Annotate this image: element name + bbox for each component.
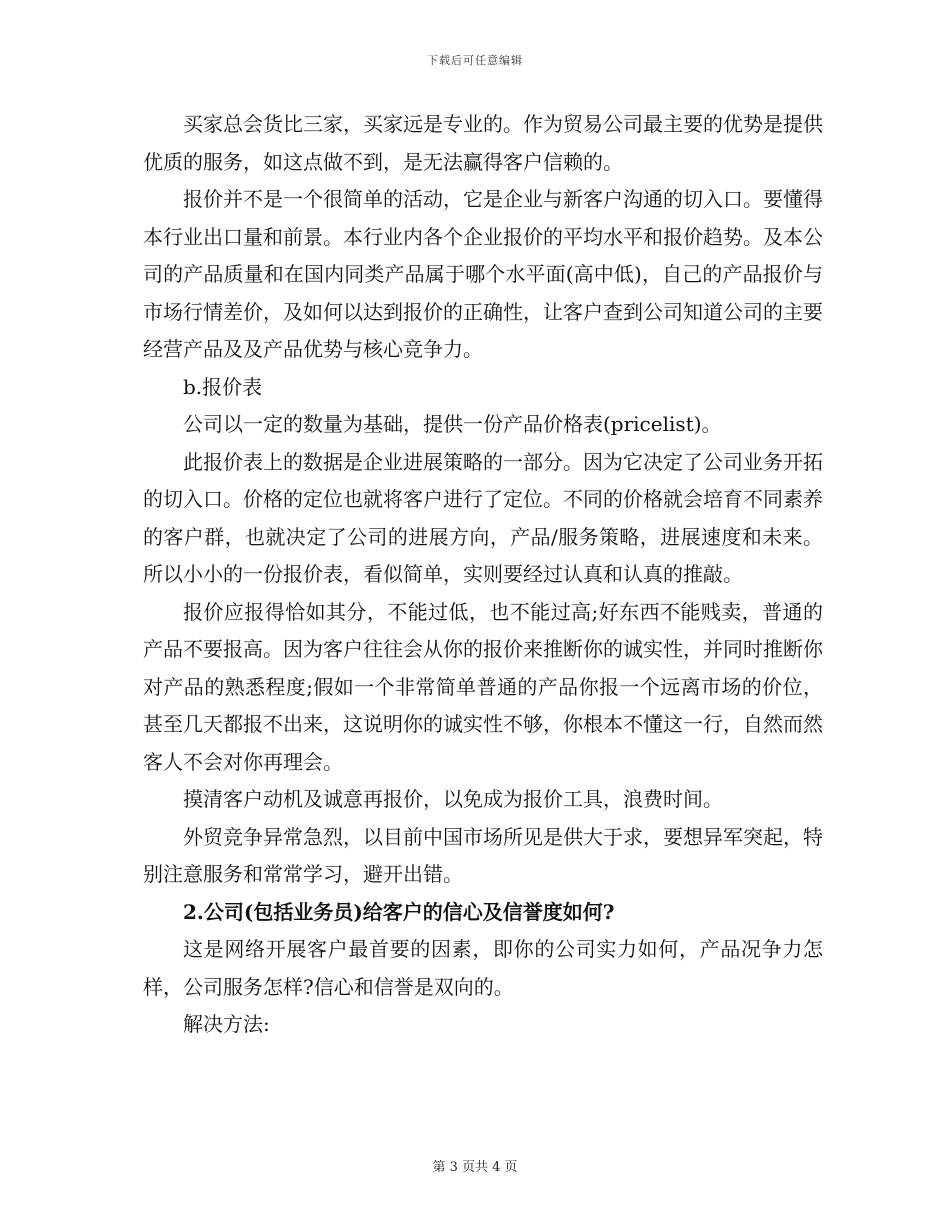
paragraph: 这是网络开展客户最首要的因素，即你的公司实力如何，产品况争力怎样，公司服务怎样?信心和信誉是双向的。	[143, 937, 823, 999]
subheading: b.报价表	[183, 374, 263, 399]
paragraph: 报价应报得恰如其分，不能过低，也不能过高;好东西不能贱卖，普通的产品不要报高。因为客户往往会从你的报价来推断你的诚实性，并同时推断你对产品的熟悉程度;假如一个非常简单普通的产品你报一个远离市场的价位，甚至几天都报不出来，这说明你的诚实性不够，你根本不懂这一行，自然而然客人不会对你再理会。	[143, 599, 823, 774]
paragraph: 报价并不是一个很简单的活动，它是企业与新客户沟通的切入口。要懂得本行业出口量和前景。本行业内各个企业报价的平均水平和报价趋势。及本公司的产品质量和在国内同类产品属于哪个水平面(高中低)，自己的产品报价与市场行情差价，及如何以达到报价的正确性，让客户查到公司知道公司的主要经营产品及及产品优势与核心竞争力。	[143, 187, 823, 361]
page-header: 下载后可任意编辑	[427, 54, 523, 67]
page-number: 第 3 页共 4 页	[432, 1160, 518, 1175]
paragraph: 公司以一定的数量为基础，提供一份产品价格表(pricelist)。	[183, 412, 722, 436]
paragraph: 外贸竞争异常急烈，以目前中国市场所见是供大于求，要想异军突起，特别注意服务和常常学习，避开出错。	[143, 824, 823, 886]
paragraph: 摸清客户动机及诚意再报价，以免成为报价工具，浪费时间。	[183, 787, 723, 811]
paragraph: 解决方法:	[183, 1012, 270, 1036]
document-body	[143, 106, 823, 1044]
paragraph: 此报价表上的数据是企业进展策略的一部分。因为它决定了公司业务开拓的切入口。价格的定位也就将客户进行了定位。不同的价格就会培育不同素养的客户群，也就决定了公司的进展方向，产品/服务策略，进展速度和未来。所以小小的一份报价表，看似简单，实则要经过认真和认真的推敲。	[143, 449, 823, 586]
section-heading: 2.公司(包括业务员)给客户的信心及信誉度如何?	[183, 899, 615, 924]
paragraph: 买家总会货比三家，买家远是专业的。作为贸易公司最主要的优势是提供优质的服务，如这点做不到，是无法赢得客户信赖的。	[143, 112, 823, 174]
